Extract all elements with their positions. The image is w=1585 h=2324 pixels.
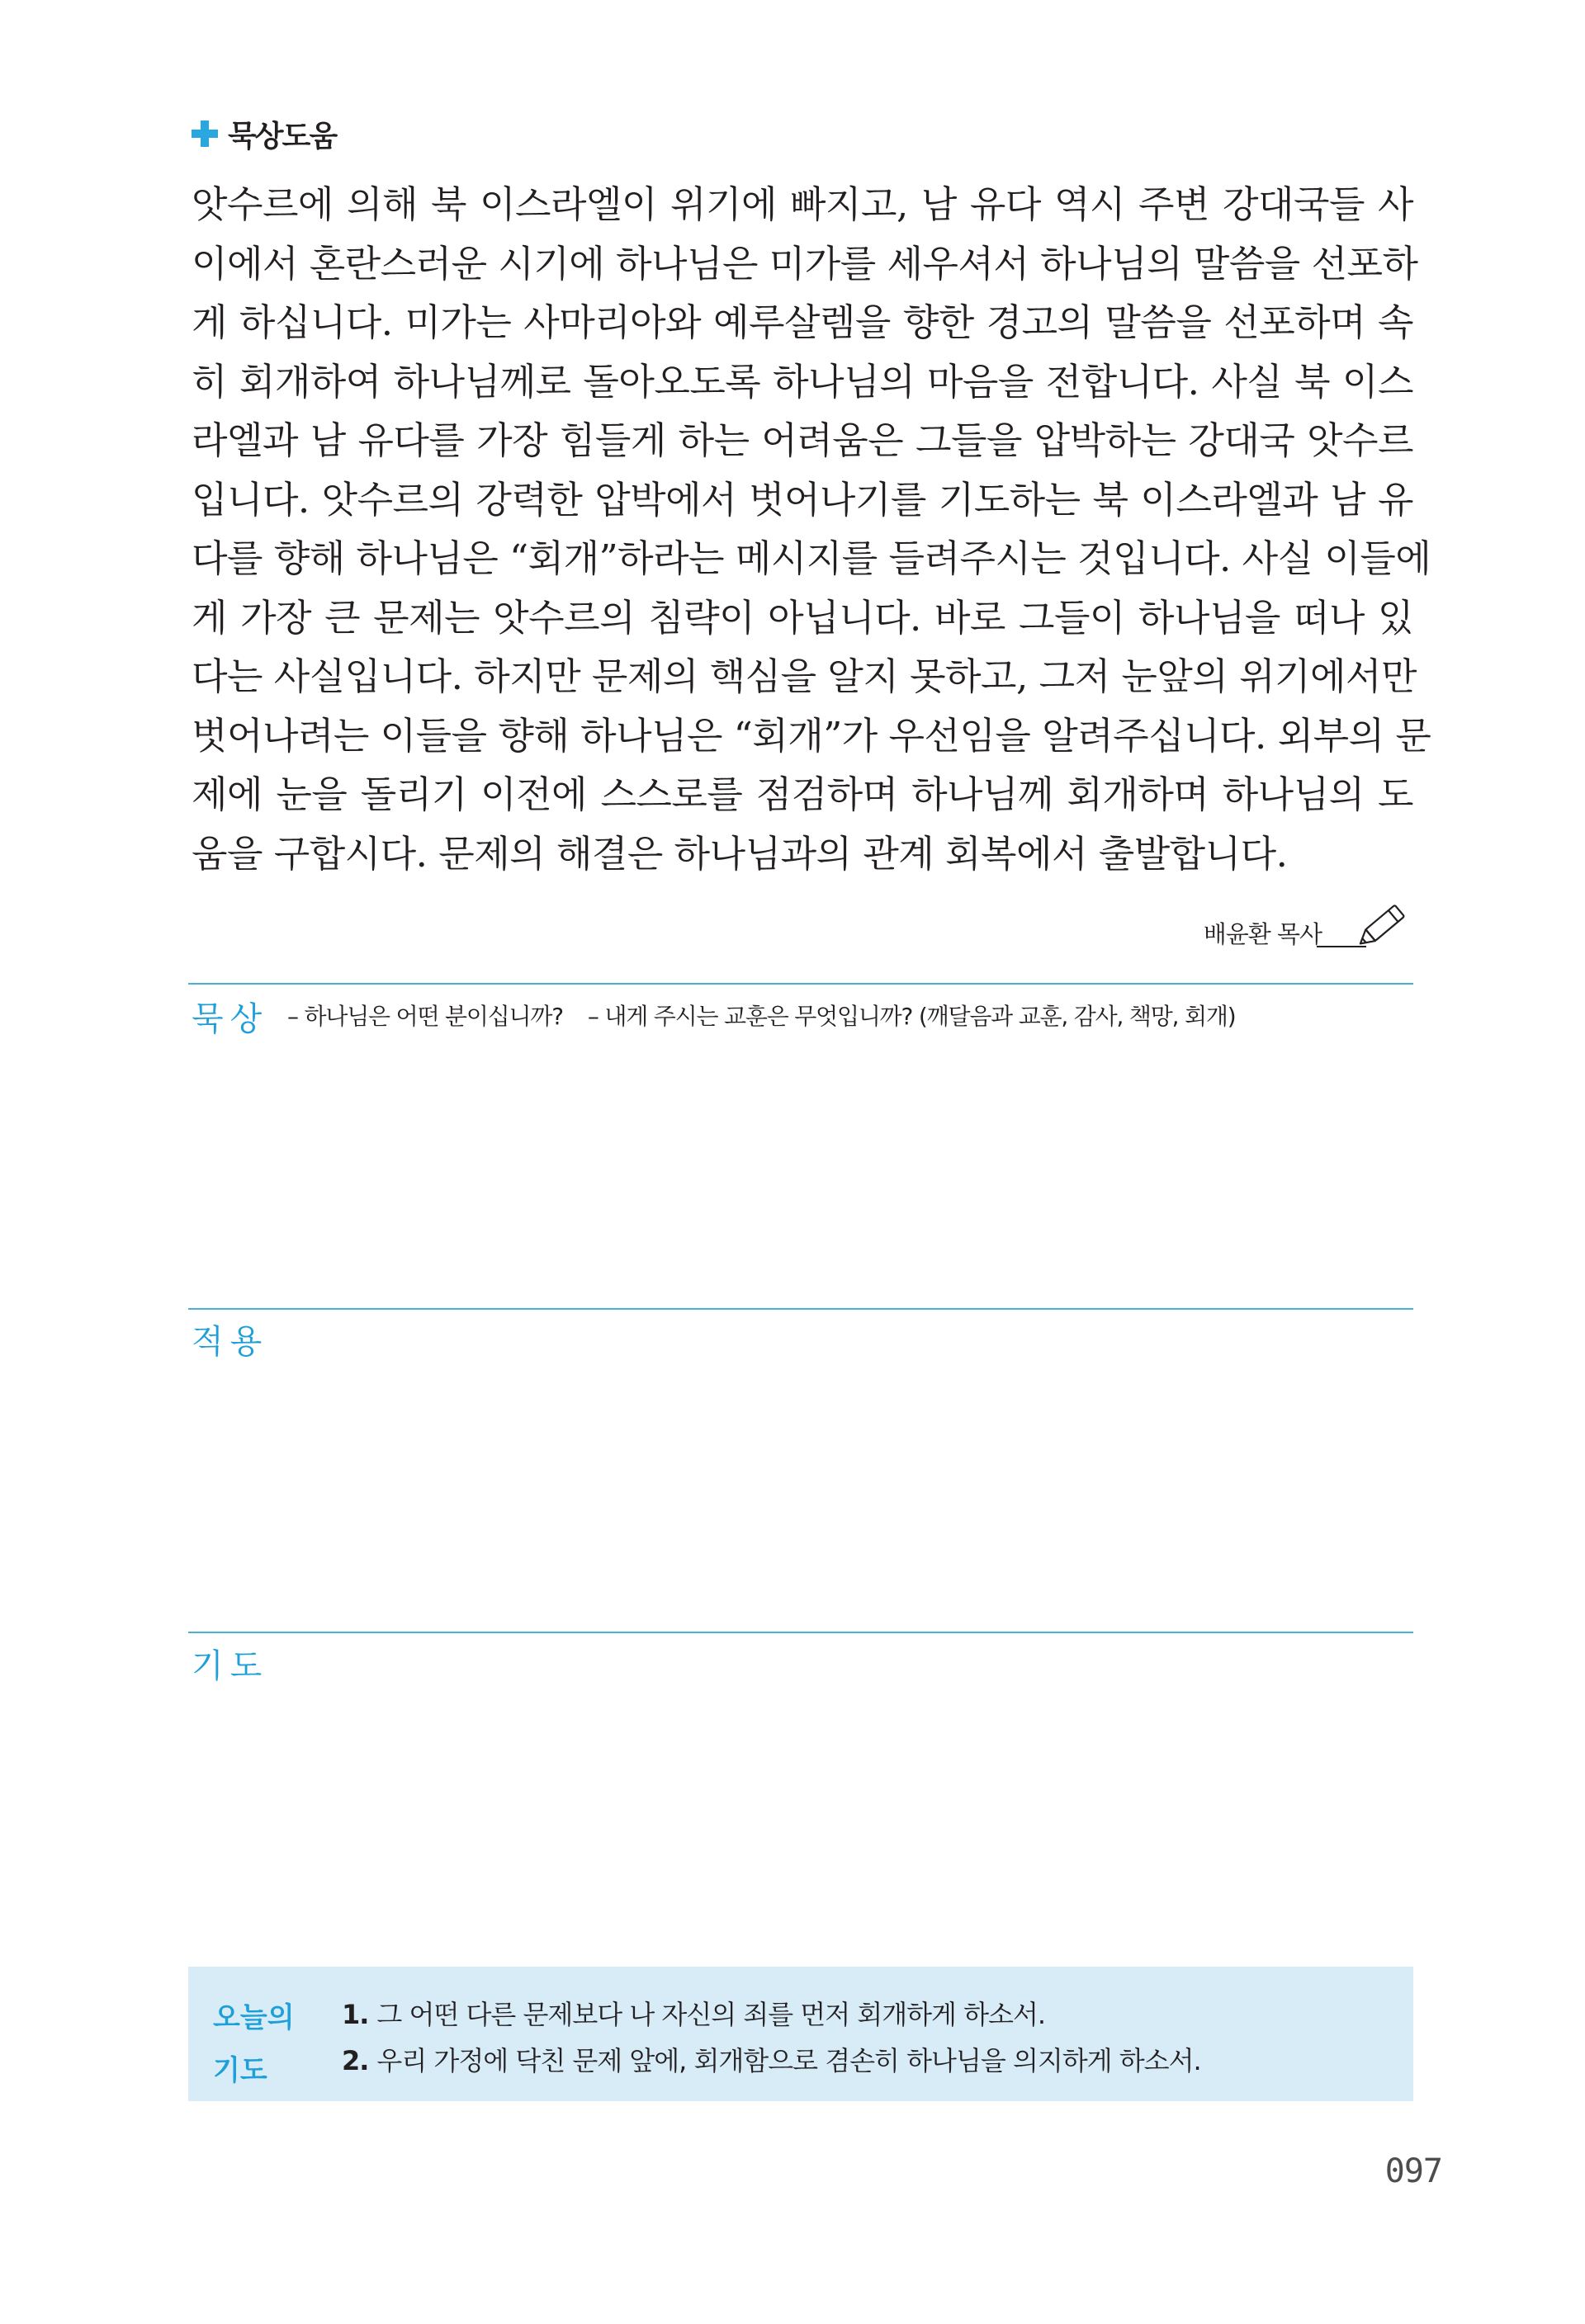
body-line: 다는 사실입니다. 하지만 문제의 핵심을 알지 못하고, 그저 눈앞의 위기에서만 bbox=[192, 654, 1417, 698]
todays-prayer-items bbox=[342, 1991, 1201, 2084]
prayer-label: 기도 bbox=[192, 1647, 269, 1685]
body-line: 히 회개하여 하나님께로 돌아오도록 하나님의 마음을 전합니다. 사실 북 이스 bbox=[192, 359, 1413, 404]
body-line: 움을 구합시다. 문제의 해결은 하나님과의 관계 회복에서 출발합니다. bbox=[192, 831, 1288, 876]
page-number: 097 bbox=[1384, 2152, 1442, 2190]
todays-prayer-label bbox=[213, 1991, 312, 2097]
prayer-item-number: 2. bbox=[342, 2045, 369, 2076]
body-line: 라엘과 남 유다를 가장 힘들게 하는 어려움은 그들을 압박하는 강대국 앗수르 bbox=[192, 418, 1413, 462]
author-signature bbox=[1204, 895, 1408, 953]
meditation-prompts bbox=[287, 999, 1235, 1032]
body-line: 제에 눈을 돌리기 이전에 스스로를 점검하며 하나님께 회개하며 하나님의 도 bbox=[192, 772, 1413, 816]
pencil-icon bbox=[1317, 895, 1408, 953]
author-name: 배윤환 목사 bbox=[1203, 920, 1322, 948]
todays-prayer-box bbox=[188, 1967, 1413, 2101]
body-line: 게 가장 큰 문제는 앗수르의 침략이 아닙니다. 바로 그들이 하나님을 떠나 있 bbox=[192, 595, 1413, 640]
prayer-item-text: 그 어떤 다른 문제보다 나 자신의 죄를 먼저 회개하게 하소서. bbox=[376, 1999, 1046, 2030]
meditation-prompt-1: – 하나님은 어떤 분이십니까? bbox=[287, 1003, 563, 1030]
body-line: 앗수르에 의해 북 이스라엘이 위기에 빠지고, 남 유다 역시 주변 강대국들 사 bbox=[192, 182, 1413, 226]
body-line: 벗어나려는 이들을 향해 하나님은 “회개”가 우선임을 알려주십니다. 외부의 문 bbox=[192, 713, 1431, 758]
body-line: 게 하십니다. 미가는 사마리아와 예루살렘을 향한 경고의 말씀을 선포하며 속 bbox=[192, 300, 1413, 344]
body-line: 입니다. 앗수르의 강력한 압박에서 벗어나기를 기도하는 북 이스라엘과 남 유 bbox=[192, 477, 1413, 522]
prayer-item bbox=[342, 2038, 1201, 2084]
application-label: 적용 bbox=[192, 1323, 269, 1361]
meditation-body-text bbox=[192, 175, 1431, 883]
prayer-item-number: 1. bbox=[342, 1999, 369, 2030]
divider bbox=[188, 1632, 1413, 1633]
todays-prayer-label-line1: 오늘의 bbox=[213, 2001, 295, 2034]
todays-prayer-label-line2: 기도 bbox=[213, 2054, 267, 2087]
body-line: 이에서 혼란스러운 시기에 하나님은 미가를 세우셔서 하나님의 말씀을 선포하 bbox=[192, 241, 1418, 286]
meditation-prompt-2: – 내게 주시는 교훈은 무엇입니까? (깨달음과 교훈, 감사, 책망, 회개) bbox=[587, 1003, 1236, 1030]
body-line: 다를 향해 하나님은 “회개”하라는 메시지를 들려주시는 것입니다. 사실 이들에 bbox=[192, 536, 1431, 580]
divider bbox=[188, 1308, 1413, 1310]
prayer-item-text: 우리 가정에 닥친 문제 앞에, 회개함으로 겸손히 하나님을 의지하게 하소서. bbox=[376, 2045, 1201, 2076]
prayer-item bbox=[342, 1991, 1201, 2038]
section-header bbox=[192, 112, 336, 155]
divider bbox=[188, 983, 1413, 985]
meditation-label: 묵상 bbox=[192, 1000, 269, 1038]
section-title: 묵상도움 bbox=[228, 119, 337, 154]
plus-icon bbox=[192, 120, 218, 147]
